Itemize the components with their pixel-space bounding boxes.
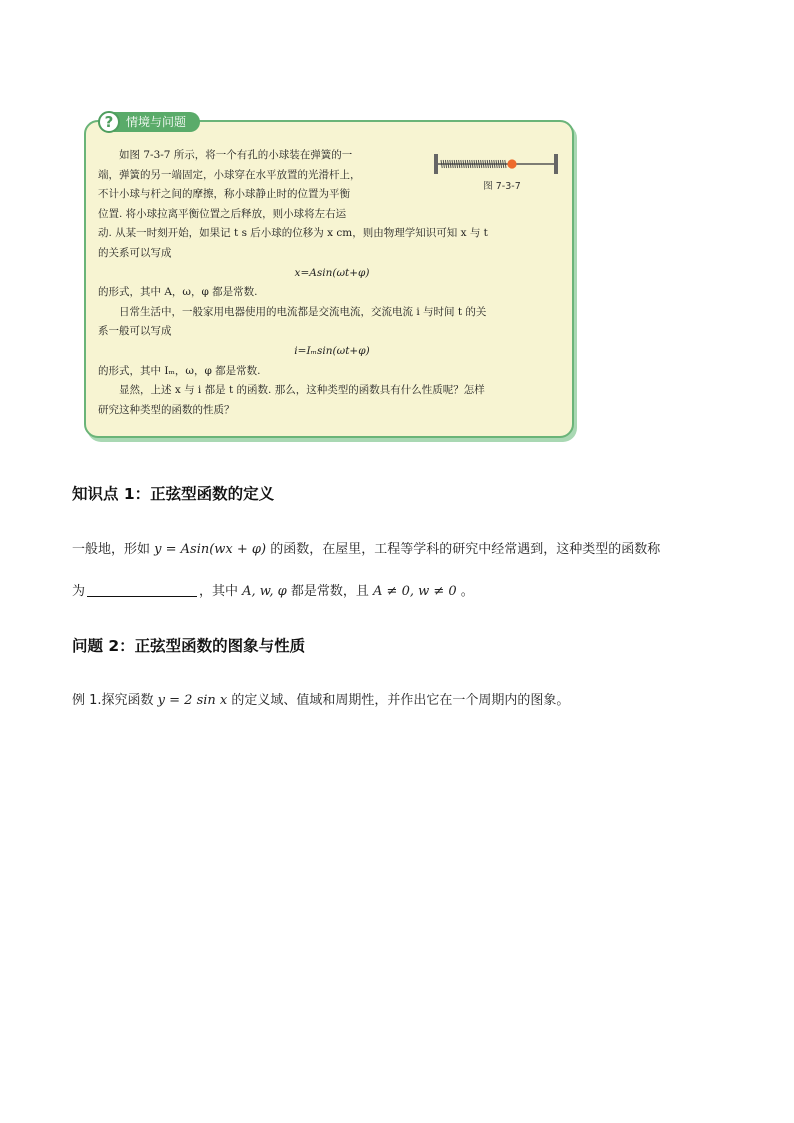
definition-line1 xyxy=(72,538,660,557)
text: ，其中 xyxy=(199,584,243,599)
formula1-note: 的形式，其中 A，ω，φ 都是常数. xyxy=(98,286,258,299)
text: 都是常数，且 xyxy=(286,584,374,599)
para1-line: 位置. 将小球拉离平衡位置之后释放，则小球将左右运 xyxy=(98,207,347,220)
text: 。 xyxy=(456,584,474,599)
situation-header xyxy=(98,110,200,134)
text: 的定义域、值域和周期性，并作出它在一个周期内的图象。 xyxy=(227,693,570,708)
formula-current: i=Iₘsin(ωt+φ) xyxy=(294,344,370,357)
formula2-note: 的形式，其中 Iₘ，ω，φ 都是常数. xyxy=(98,364,261,377)
formula: y = 2 sin x xyxy=(157,693,228,708)
section2-heading: 问题 2：正弦型函数的图象与性质 xyxy=(72,637,306,655)
para3-line: 显然，上述 x 与 i 都是 t 的函数. 那么，这种类型的函数具有什么性质呢？怎样 xyxy=(119,384,485,397)
example-1 xyxy=(72,689,569,708)
situation-text xyxy=(98,146,566,420)
formula: A ≠ 0, w ≠ 0 xyxy=(373,584,457,599)
question-mark-icon: ? xyxy=(98,111,120,133)
situation-box xyxy=(84,113,574,438)
para1-line: 如图 7-3-7 所示，将一个有孔的小球装在弹簧的一 xyxy=(119,149,353,161)
situation-header-label: 情境与问题 xyxy=(114,112,200,132)
text: 例 1.探究函数 xyxy=(72,693,158,708)
text: 的函数，在屋里，工程等学科的研究中经常遇到，这种类型的函数称 xyxy=(266,542,661,557)
definition-line2 xyxy=(72,580,474,599)
formula: A, w, φ xyxy=(242,584,287,599)
text: 为 xyxy=(72,584,86,599)
para1-line: 动. 从某一时刻开始，如果记 t s 后小球的位移为 x cm，则由物理学知识可知 x 与 t xyxy=(98,227,488,240)
section1-heading: 知识点 1：正弦型函数的定义 xyxy=(72,485,275,503)
formula-displacement: x=Asin(ωt+φ) xyxy=(294,266,370,279)
para2-line: 系一般可以写成 xyxy=(98,325,172,338)
formula: y = Asin(wx + φ) xyxy=(154,542,267,557)
para3-line: 研究这种类型的函数的性质？ xyxy=(98,403,235,416)
para1-line: 的关系可以写成 xyxy=(98,246,172,259)
fill-in-blank[interactable] xyxy=(87,596,197,597)
para2-line: 日常生活中，一般家用电器使用的电流都是交流电流，交流电流 i 与时间 t 的关 xyxy=(119,305,487,318)
para1-line: 端，弹簧的另一端固定，小球穿在水平放置的光滑杆上， xyxy=(98,168,361,181)
text: 一般地，形如 xyxy=(72,542,155,557)
figure-caption: 图 7-3-7 xyxy=(483,181,521,192)
para1-line: 不计小球与杆之间的摩擦，称小球静止时的位置为平衡 xyxy=(98,188,350,201)
